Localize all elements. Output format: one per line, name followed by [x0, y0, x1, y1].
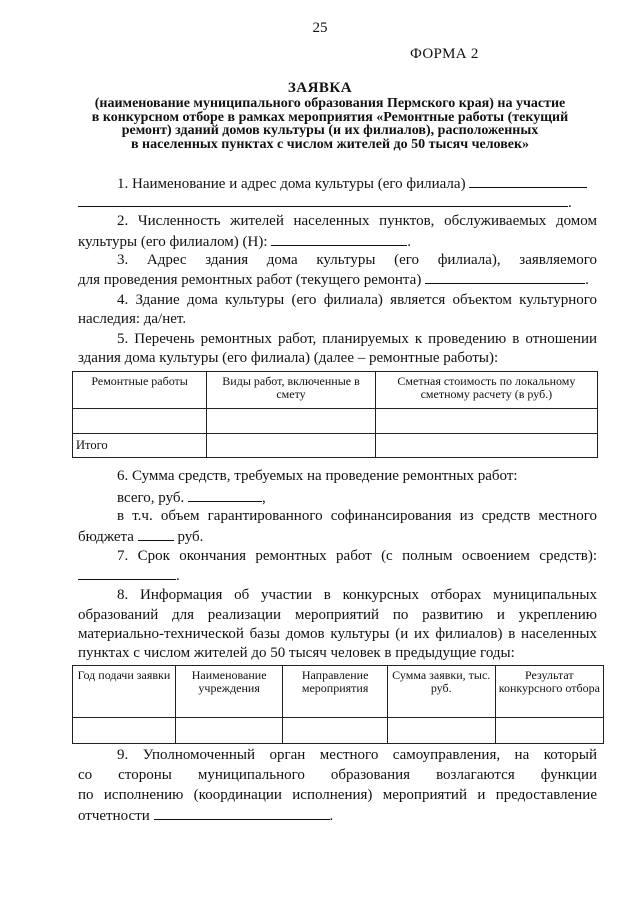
repair-works-table	[72, 371, 598, 458]
item-1	[117, 174, 587, 193]
form-label: ФОРМА 2	[410, 46, 479, 62]
table-header-cell: Сумма заявки, тыс. руб.	[387, 666, 495, 718]
table-header-cell: Сметная стоимость по локальному сметному расчету (в руб.)	[375, 372, 597, 409]
table-header-cell: Наименование учреждения	[175, 666, 283, 718]
item-3: 3. Адрес здания дома культуры (его филиала), заявляемого	[117, 252, 597, 268]
table-cell	[283, 718, 387, 744]
item-1-text: 1. Наименование и адрес дома культуры (его филиала)	[117, 176, 466, 192]
table-total-row	[73, 434, 598, 458]
table-cell	[375, 409, 597, 434]
previous-participation-table	[72, 665, 604, 744]
table-header-cell: Ремонтные работы	[73, 372, 207, 409]
document-title: ЗАЯВКА	[287, 80, 353, 96]
table-row	[73, 718, 604, 744]
item-9-line-3: по исполнению (координации исполнения) мероприятий и предоставление	[78, 787, 597, 803]
subtitle-line: в населенных пунктах с числом жителей до 50 тысяч человек»	[130, 136, 530, 152]
blank-field	[425, 270, 585, 284]
table-header-row	[73, 666, 604, 718]
table-header-row	[73, 372, 598, 409]
table-header-cell: Год подачи заявки	[73, 666, 176, 718]
table-cell	[375, 434, 597, 458]
item-5: 5. Перечень ремонтных работ, планируемых к проведению в отношении	[117, 331, 597, 347]
item-8: 8. Информация об участии в конкурсных отборах муниципальных	[117, 587, 597, 603]
blank-field	[138, 527, 174, 541]
item-8-line-3: материально-технической базы домов культуры (и их филиалов) в населенных	[78, 626, 597, 642]
table-header-cell: Результат конкурсного отбора	[495, 666, 603, 718]
blank-field	[154, 806, 330, 820]
table-cell	[175, 718, 283, 744]
table-cell	[73, 718, 176, 744]
table-cell	[495, 718, 603, 744]
item-4-continuation: наследия: да/нет.	[78, 311, 187, 327]
blank-field	[188, 488, 262, 502]
blank-field	[271, 232, 407, 246]
item-5-continuation: здания дома культуры (его филиала) (далее – ремонтные работы):	[78, 350, 499, 366]
item-4: 4. Здание дома культуры (его филиала) является объектом культурного	[117, 292, 597, 308]
item-8-line-4: пунктах с числом жителей до 50 тысяч человек в предыдущие годы:	[78, 645, 515, 661]
table-cell	[73, 409, 207, 434]
table-row	[73, 409, 598, 434]
table-cell	[207, 434, 376, 458]
item-3-continuation: для проведения ремонтных работ (текущего ремонта) .	[78, 272, 589, 288]
page-number: 25	[312, 20, 328, 36]
item-6-total: всего, руб. ,	[117, 490, 266, 506]
item-9: 9. Уполномоченный орган местного самоуправления, на который	[117, 747, 597, 763]
item-2: 2. Численность жителей населенных пунктов, обслуживаемых домом	[117, 213, 597, 229]
document-subtitle	[70, 97, 590, 151]
item-1-continuation: .	[78, 193, 572, 212]
subtitle-line: (наименование муниципального образования Пермского края) на участие	[94, 96, 566, 111]
total-label: Итого	[73, 434, 207, 458]
item-6: 6. Сумма средств, требуемых на проведение ремонтных работ:	[117, 468, 518, 484]
blank-field	[78, 566, 176, 580]
item-6-budget: бюджета руб.	[78, 529, 204, 545]
table-cell	[387, 718, 495, 744]
table-cell	[207, 409, 376, 434]
item-6-cofinancing: в т.ч. объем гарантированного софинансирования из средств местного	[117, 508, 597, 524]
table-header-cell: Виды работ, включенные в смету	[207, 372, 376, 409]
item-2-continuation: культуры (его филиалом) (Н): .	[78, 234, 412, 250]
item-9-line-2: со стороны муниципального образования возлагаются функции	[78, 767, 597, 783]
table-header-cell: Направление мероприятия	[283, 666, 387, 718]
subtitle-line: в конкурсном отборе в рамках мероприятия «Ремонтные работы (текущий	[91, 109, 569, 125]
item-9-line-4: отчетности .	[78, 808, 334, 824]
item-7: 7. Срок окончания ремонтных работ (с полным освоением средств):	[117, 548, 597, 564]
blank-field	[78, 193, 568, 207]
item-7-continuation: .	[78, 566, 180, 585]
subtitle-line: ремонт) зданий домов культуры (и их филиалов), расположенных	[121, 123, 539, 138]
item-8-line-2: образований для реализации мероприятий по развитию и укреплению	[78, 607, 597, 623]
blank-field	[469, 174, 587, 188]
